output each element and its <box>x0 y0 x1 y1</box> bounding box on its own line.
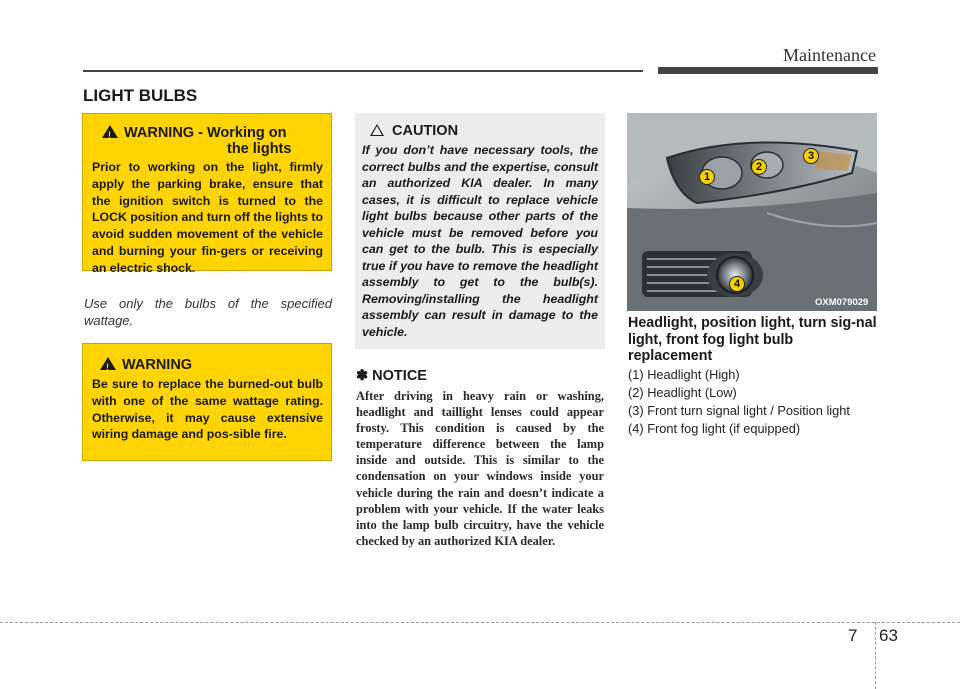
figure-code: OXM079029 <box>815 297 869 308</box>
warning-box-wattage <box>82 343 332 461</box>
caution-box <box>355 113 605 349</box>
callout-3: 3 <box>803 148 819 164</box>
replacement-heading: Headlight, position light, turn sig-nal light, front fog light bulb replacement <box>628 315 877 364</box>
wattage-note: Use only the bulbs of the specified wattage. <box>84 296 332 328</box>
header-rule <box>83 70 643 72</box>
caution-body: If you don’t have necessary tools, the correct bulbs and the expertise, consult an authorized KIA dealer. In many cases, it is difficult to replace vehicle light bulbs because other parts of the vehicle must be removed before you can get to the bulb. This is especially true if you have to remove the headlight assembly to get to the bulb(s). Removing/installing the headlight assembly can result in damage to the vehicle. <box>362 143 598 339</box>
headlight-illustration <box>627 113 877 311</box>
warning-title: WARNING <box>122 357 193 373</box>
warning-icon <box>102 125 118 138</box>
headlight-photo <box>627 113 877 311</box>
list-item: (3) Front turn signal light / Position light <box>628 403 850 418</box>
warning-icon <box>100 357 116 370</box>
footer-divider <box>875 622 876 689</box>
page-number: 63 <box>879 626 898 645</box>
warning-body: Be sure to replace the burned-out bulb with one of the same wattage rating. Otherwise, it may cause extensive wiring damage and pos-sible fire. <box>92 377 323 442</box>
section-name: Maintenance <box>783 45 876 65</box>
warning-body: Prior to working on the light, firmly apply the parking brake, ensure that the ignition switch is turned to the LOCK position and turn off the lights to avoid sudden movement of the vehicle and burning your fin-gers or receiving an electric shock. <box>92 160 323 275</box>
list-item: (4) Front fog light (if equipped) <box>628 421 801 436</box>
parts-list <box>628 366 888 438</box>
list-item: (2) Headlight (Low) <box>628 385 737 400</box>
list-item: (1) Headlight (High) <box>628 367 740 382</box>
callout-4: 4 <box>729 276 745 292</box>
warning-title: WARNING <box>124 125 195 141</box>
caution-icon <box>370 124 384 136</box>
chapter-number: 7 <box>848 626 858 645</box>
warning-box-working <box>82 113 332 275</box>
warning-subtitle: - Working on <box>198 125 287 141</box>
callout-2: 2 <box>751 159 767 175</box>
caution-title: CAUTION <box>392 123 459 139</box>
warning-subtitle-2: the lights <box>227 141 292 157</box>
callout-1: 1 <box>699 169 715 185</box>
footer-rule <box>0 622 960 623</box>
notice-title: ✽ NOTICE <box>356 368 427 384</box>
notice-body: After driving in heavy rain or washing, headlight and taillight lenses could appear frosty. This condition is caused by the temperature difference between the lamp inside and outside. This is similar to the condensation on your windows inside your vehicle during the rain and doesn’t indicate a problem with your vehicle. If the water leaks into the lamp bulb circuitry, have the vehicle checked by an authorized KIA dealer. <box>356 389 604 548</box>
page-title: LIGHT BULBS <box>83 86 198 105</box>
header-rule-accent <box>658 67 878 74</box>
